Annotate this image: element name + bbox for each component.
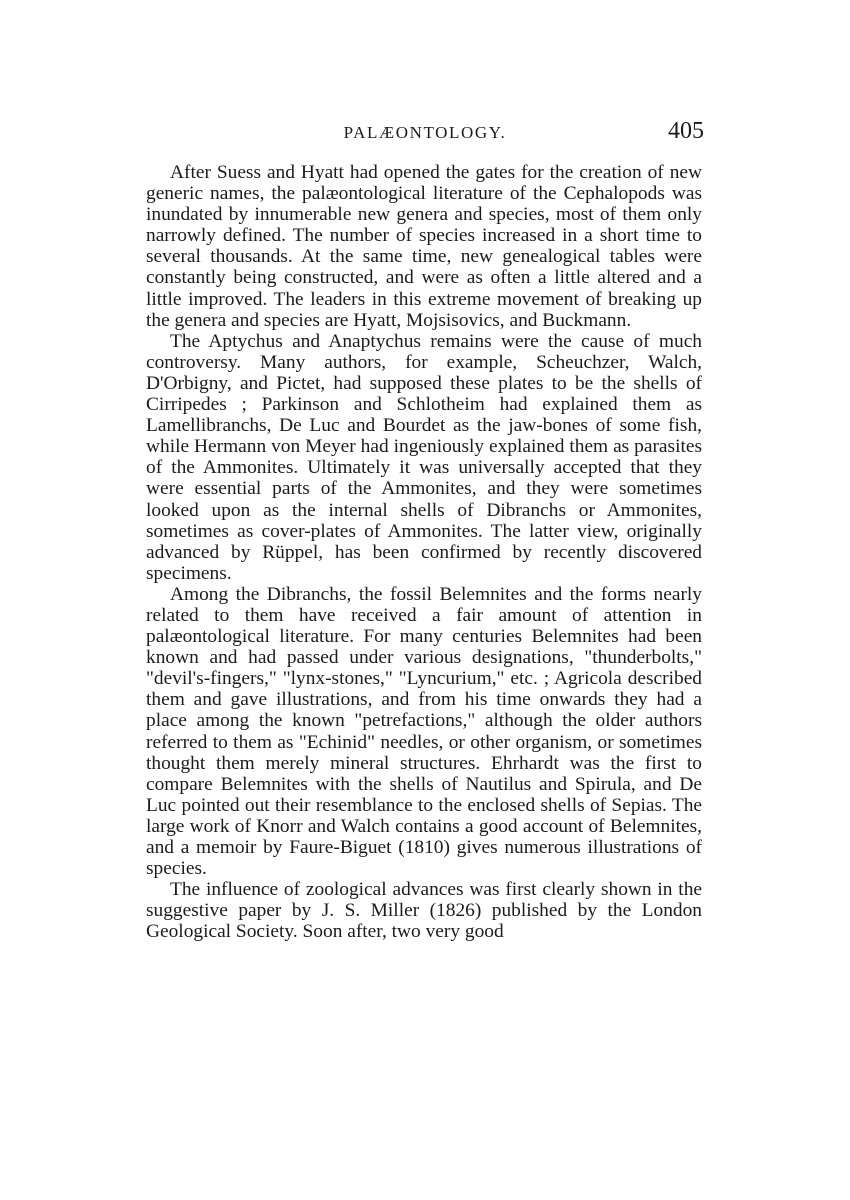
paragraph-aptychus: The Aptychus and Anaptychus remains were the cause of much controversy. Many authors, for example, Scheuchzer, Walch, D'Orbigny, and Pictet, had supposed these plates to be the shells of Cirripedes ; Parkinson and Schlotheim had explained them as Lamellibranchs, De Luc and Bourdet as the jaw-bones of some fish, while Hermann von Meyer had ingeniously explained them as parasites of the Ammonites. Ultimately it was universally accepted that they were essential parts of the Ammonites, and they were sometimes looked upon as the internal shells of Dibranchs or Ammonites, sometimes as cover-plates of Ammonites. The latter view, originally advanced by Rüppel, has been confirmed by recently discovered specimens. [146, 330, 702, 584]
page-number: 405 [668, 118, 704, 144]
paragraph-zoological-advances: The influence of zoological advances was first clearly shown in the suggestive paper by J. S. Miller (1826) published by the London Geological Society. Soon after, two very good [146, 879, 702, 943]
body-text [146, 162, 702, 942]
paragraph-suess-hyatt: After Suess and Hyatt had opened the gates for the creation of new generic names, the palæontological literature of the Cephalopods was inundated by innumerable new genera and species, most of them only narrowly defined. The number of species increased in a short time to several thousands. At the same time, new genealogical tables were constantly being constructed, and were as often a little altered and a little improved. The leaders in this extreme movement of breaking up the genera and species are Hyatt, Mojsisovics, and Buckmann. [146, 162, 702, 331]
running-header [146, 118, 704, 148]
paragraph-dibranchs-belemnites: Among the Dibranchs, the fossil Belemnites and the forms nearly related to them have received a fair amount of attention in palæontological literature. For many centuries Belemnites had been known and had passed under various designations, "thunderbolts," "devil's-fingers," "lynx-stones," "Lyncurium," etc. ; Agricola described them and gave illustrations, and from his time onwards they had a place among the known "petrefactions," although the older authors referred to them as "Echinid" needles, or other organism, or sometimes thought them merely mineral structures. Ehrhardt was the first to compare Belemnites with the shells of Nautilus and Spirula, and De Luc pointed out their resemblance to the enclosed shells of Sepias. The large work of Knorr and Walch contains a good account of Belemnites, and a memoir by Faure-Biguet (1810) gives numerous illustrations of species. [146, 583, 702, 880]
running-title: PALÆONTOLOGY. [343, 123, 507, 142]
